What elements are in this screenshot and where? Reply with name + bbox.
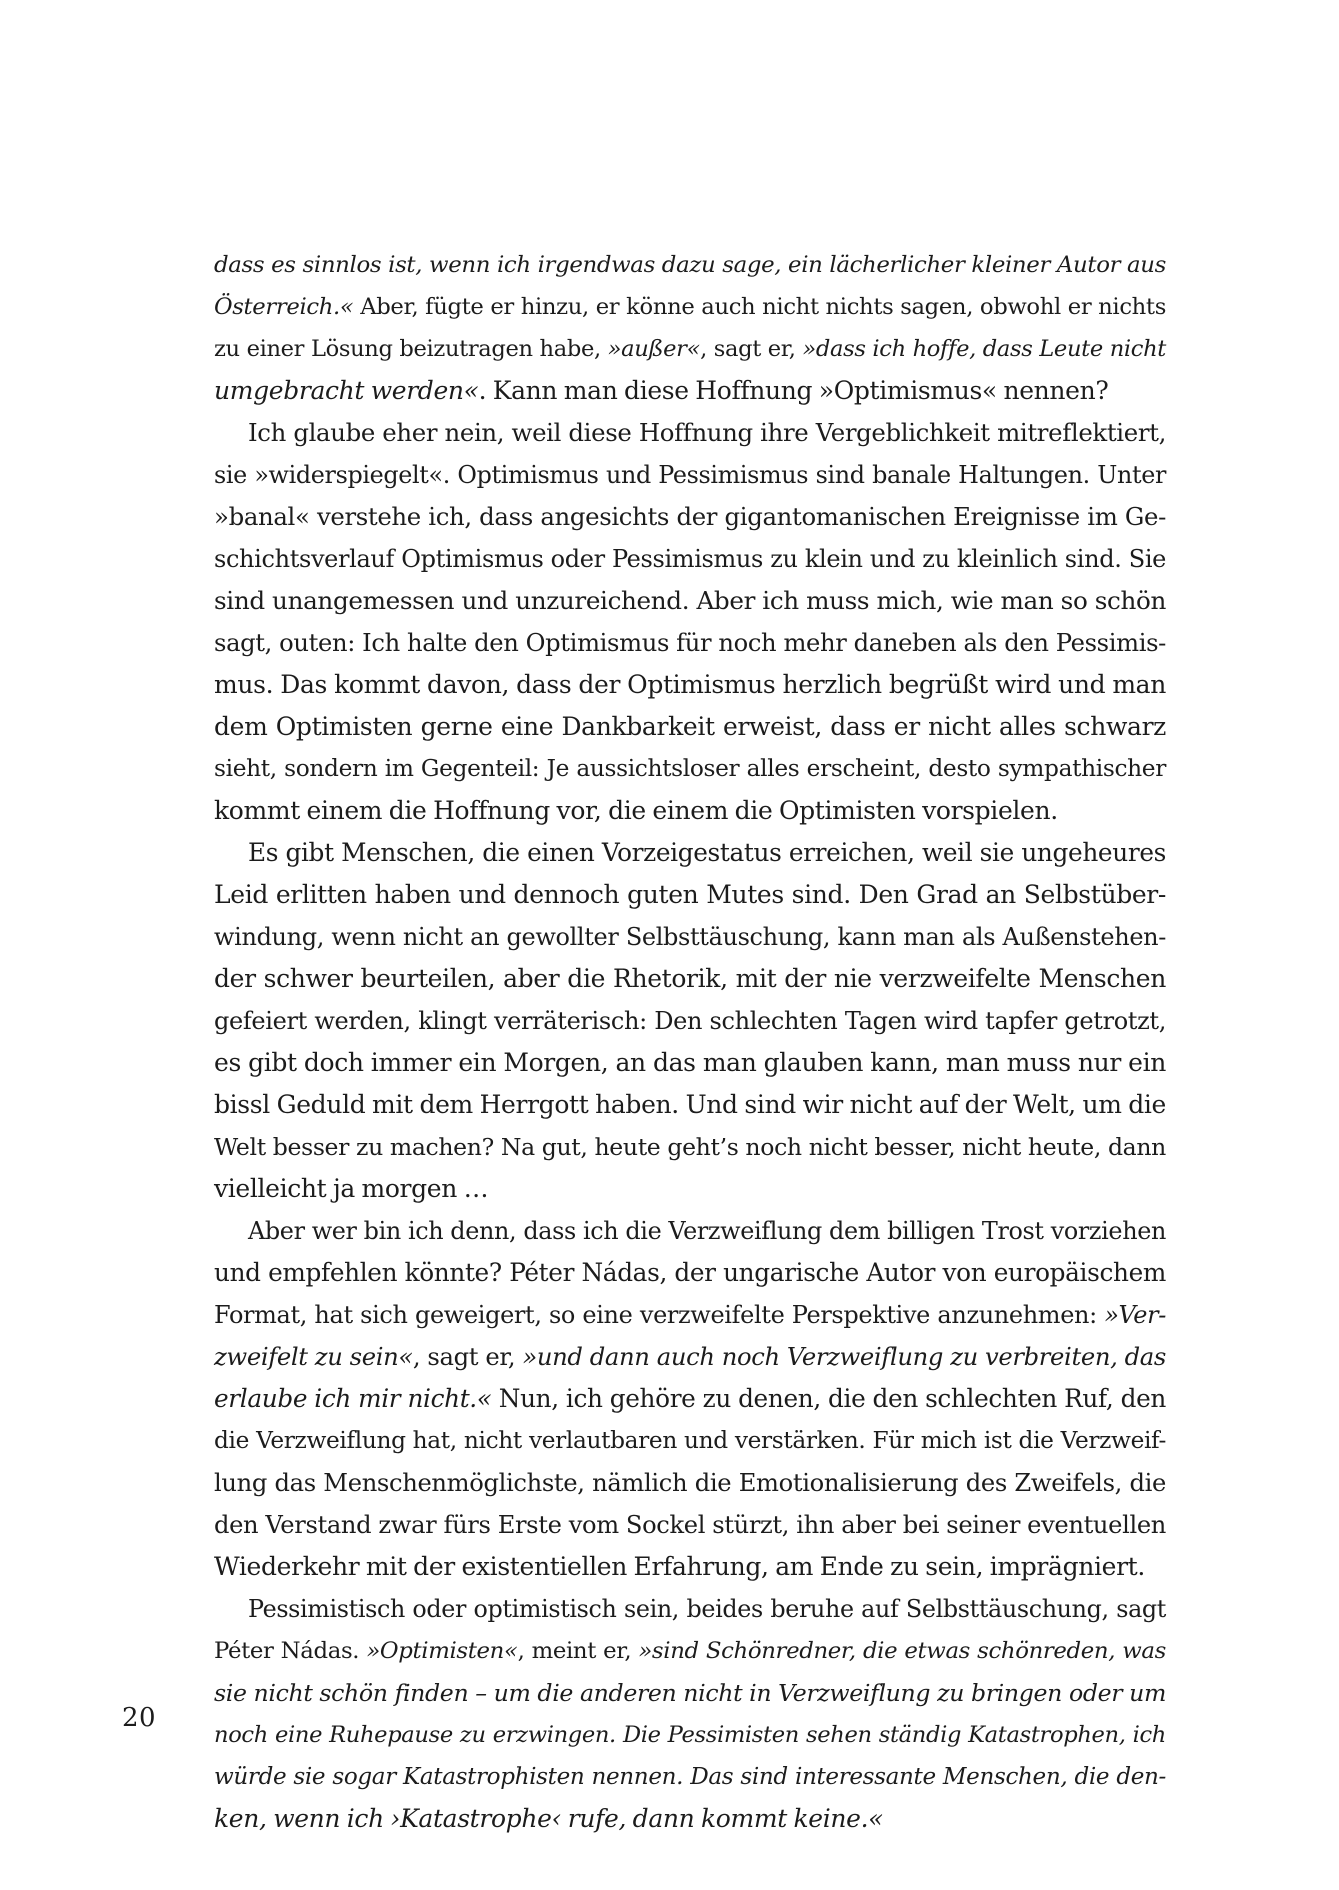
text-line: sie »widerspiegelt«. Optimismus und Pessimismus sind banale Haltungen. Unter (214, 461, 1166, 489)
text-line: dem Optimisten gerne eine Dankbarkeit erweist, dass er nicht alles schwarz (214, 712, 1166, 741)
text-line: vielleicht ja morgen … (214, 1174, 489, 1203)
text-line: es gibt doch immer ein Morgen, an das man glauben kann, man muss nur ein (214, 1048, 1166, 1077)
text-line: mus. Das kommt davon, dass der Optimismus herzlich begrüßt wird und man (214, 670, 1166, 699)
text-line: den Verstand zwar fürs Erste vom Sockel stürzt, ihn aber bei seiner eventuellen (214, 1511, 1166, 1539)
text-line: Österreich.« Aber, fügte er hinzu, er könne auch nicht nichts sagen, obwohl er nichts (214, 294, 1166, 320)
text-line: umgebracht werden«. Kann man diese Hoffnung »Optimismus« nennen? (214, 376, 1109, 405)
text-line: sieht, sondern im Gegenteil: Je aussichtsloser alles erscheint, desto sympathischer (214, 755, 1166, 782)
text-line: würde sie sogar Katastrophisten nennen. Das sind interessante Menschen, die den- (214, 1764, 1166, 1790)
text-line: Péter Nádas. »Optimisten«, meint er, »sind Schönredner, die etwas schönreden, was (214, 1638, 1166, 1664)
text-line: sagt, outen: Ich halte den Optimismus für noch mehr daneben als den Pessimis- (214, 629, 1166, 657)
text-line: windung, wenn nicht an gewollter Selbsttäuschung, kann man als Außenstehen- (214, 923, 1166, 951)
paragraph-first-line: Pessimistisch oder optimistisch sein, beides beruhe auf Selbsttäuschung, sagt (248, 1595, 1166, 1623)
text-line: sie nicht schön finden – um die anderen nicht in Verzweiflung zu bringen oder um (214, 1679, 1166, 1707)
body-text (214, 244, 1166, 1840)
text-line: sind unangemessen und unzureichend. Aber ich muss mich, wie man so schön (214, 586, 1166, 615)
text-line: bissl Geduld mit dem Herrgott haben. Und sind wir nicht auf der Welt, um die (214, 1090, 1166, 1119)
text-line: zweifelt zu sein«, sagt er, »und dann auch noch Verzweiflung zu verbreiten, das (214, 1342, 1166, 1371)
text-line: gefeiert werden, klingt verräterisch: Den schlechten Tagen wird tapfer getrotzt, (214, 1007, 1166, 1035)
text-line: Wiederkehr mit der existentiellen Erfahrung, am Ende zu sein, imprägniert. (214, 1552, 1145, 1581)
text-line: und empfehlen könnte? Péter Nádas, der ungarische Autor von europäischem (214, 1258, 1166, 1287)
text-line: lung das Menschenmöglichste, nämlich die Emotionalisierung des Zweifels, die (214, 1469, 1166, 1497)
text-line: Leid erlitten haben und dennoch guten Mutes sind. Den Grad an Selbstüber- (214, 880, 1166, 909)
text-line: schichtsverlauf Optimismus oder Pessimismus zu klein und zu kleinlich sind. Sie (214, 545, 1166, 573)
text-line: dass es sinnlos ist, wenn ich irgendwas dazu sage, ein lächerlicher kleiner Autor aus (214, 252, 1166, 278)
paragraph-first-line: Ich glaube eher nein, weil diese Hoffnung ihre Vergeblichkeit mitreflektiert, (248, 418, 1166, 447)
text-line: Welt besser zu machen? Na gut, heute geht’s noch nicht besser, nicht heute, dann (214, 1133, 1166, 1161)
text-line: »banal« verstehe ich, dass angesichts der gigantomanischen Ereignisse im Ge- (214, 502, 1166, 531)
page-number: 20 (122, 1703, 157, 1733)
text-line: Format, hat sich geweigert, so eine verzweifelte Perspektive anzunehmen: »Ver- (214, 1301, 1166, 1329)
text-line: kommt einem die Hoffnung vor, die einem die Optimisten vorspielen. (214, 796, 1058, 825)
text-line: der schwer beurteilen, aber die Rhetorik, mit der nie verzweifelte Menschen (214, 964, 1166, 993)
text-line: ken, wenn ich ›Katastrophe‹ rufe, dann kommt keine.« (214, 1804, 884, 1833)
text-line: die Verzweiflung hat, nicht verlautbaren und verstärken. Für mich ist die Verzweif- (214, 1427, 1166, 1454)
text-line: noch eine Ruhepause zu erzwingen. Die Pessimisten sehen ständig Katastrophen, ich (214, 1722, 1166, 1748)
paragraph-first-line: Aber wer bin ich denn, dass ich die Verzweiflung dem billigen Trost vorziehen (248, 1217, 1166, 1245)
paragraph-first-line: Es gibt Menschen, die einen Vorzeigestatus erreichen, weil sie ungeheures (248, 838, 1166, 867)
text-line: zu einer Lösung beizutragen habe, »außer«, sagt er, »dass ich hoffe, dass Leute nicht (214, 336, 1166, 362)
text-line: erlaube ich mir nicht.« Nun, ich gehöre zu denen, die den schlechten Ruf, den (214, 1384, 1166, 1413)
